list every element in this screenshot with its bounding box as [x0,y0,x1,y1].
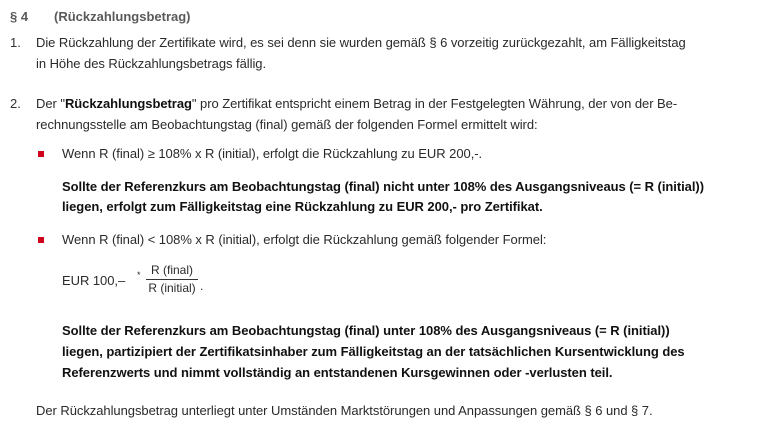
formula-multiply: * [137,270,141,280]
closing-paragraph: Der Rückzahlungsbetrag unterliegt unter Umständen Marktstörungen und Anpassungen gemäß § 6 und § 7. [36,403,653,418]
item-1-line-1: Die Rückzahlung der Zertifikate wird, es sei denn sie wurden gemäß § 6 vorzeitig zurückgezahlt, am Fälligkeitstag [36,35,686,50]
formula-denominator: R (initial) [148,281,196,295]
section-number: § 4 [10,9,29,24]
defined-term: Rückzahlungsbetrag [64,96,192,111]
formula-end: . [200,279,204,293]
bullet-2-bold-line-3: Referenzwerts und nimmt vollständig an entstandenen Kursgewinnen oder -verlusten teil. [62,365,613,380]
fraction-bar [146,279,198,280]
bullet-marker-1 [38,151,44,157]
item-number-1: 1. [10,35,21,50]
item-2-prefix: Der " [36,96,65,111]
bullet-1-bold-line-2: liegen, erfolgt zum Fälligkeitstag eine Rückzahlung zu EUR 200,- pro Zertifikat. [62,199,543,214]
item-number-2: 2. [10,96,21,111]
item-2-line-1 [36,96,677,111]
item-1-line-2: in Höhe des Rückzahlungsbetrags fällig. [36,56,267,71]
formula-numerator: R (final) [150,263,193,277]
formula-amount: EUR 100,– [62,273,126,288]
bullet-marker-2 [38,237,44,243]
bullet-2-bold-line-1: Sollte der Referenzkurs am Beobachtungstag (final) unter 108% des Ausgangsniveaus (= R (initial)) [62,323,670,338]
section-title: (Rückzahlungsbetrag) [54,9,191,24]
bullet-2-text: Wenn R (final) < 108% x R (initial), erfolgt die Rückzahlung gemäß folgender Formel: [62,232,547,247]
bullet-1-bold-line-1: Sollte der Referenzkurs am Beobachtungstag (final) nicht unter 108% des Ausgangsniveaus (= R (initial)) [62,179,704,194]
formula-fraction [146,263,198,295]
item-2-line-2: rechnungsstelle am Beobachtungstag (final) gemäß der folgenden Formel ermittelt wird: [36,117,538,132]
item-2-rest: " pro Zertifikat entspricht einem Betrag in der Festgelegten Währung, der von der Be- [191,96,678,111]
bullet-1-text: Wenn R (final) ≥ 108% x R (initial), erfolgt die Rückzahlung zu EUR 200,-. [62,146,483,161]
bullet-2-bold-line-2: liegen, partizipiert der Zertifikatsinhaber zum Fälligkeitstag an der tatsächlichen Kursentwicklung des [62,344,685,359]
